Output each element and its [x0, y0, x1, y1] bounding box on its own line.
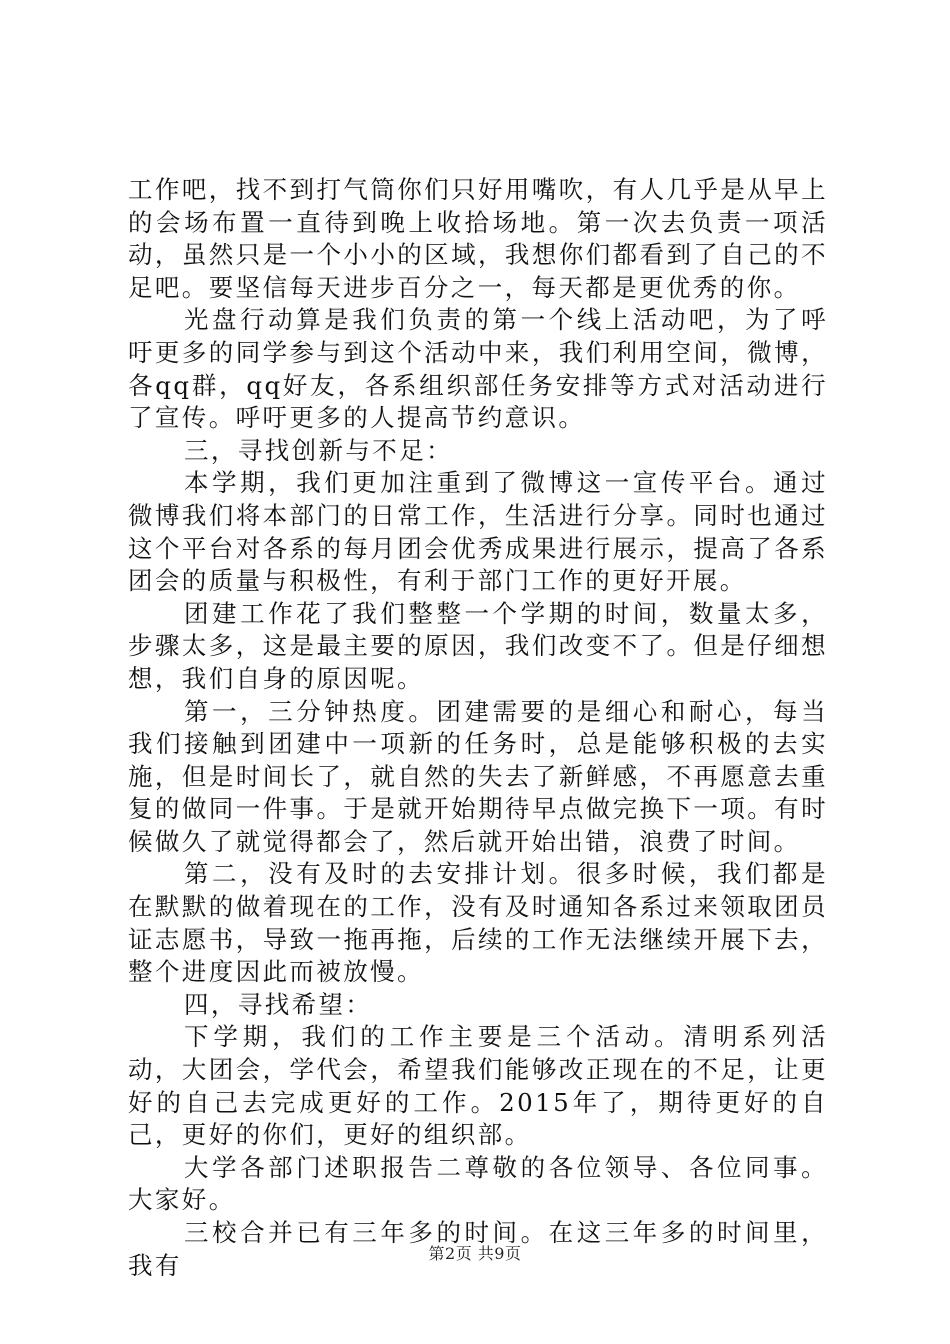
section-heading: 四，寻找希望： — [184, 989, 373, 1019]
paragraph: 本学期，我们更加注重到了微博这一宣传平台。通过微博我们将本部门的日常工作，生活进行分享。同时也通过这个平台对各系的每月团会优秀成果进行展示，提高了各系团会的质量与积极性，有利于部门工作的更好开展。 — [128, 468, 828, 596]
paragraph: 第一，三分钟热度。团建需要的是细心和耐心，每当我们接触到团建中一项新的任务时，总是能够积极的去实施，但是时间长了，就自然的失去了新鲜感，不再愿意去重复的做同一件事。于是就开始期待早点做完换下一项。有时候做久了就觉得都会了，然后就开始出错，浪费了时间。 — [128, 696, 828, 856]
page-number-footer: 第2页 共9页 — [428, 1244, 522, 1263]
paragraph: 团建工作花了我们整整一个学期的时间，数量太多，步骤太多，这是最主要的原因，我们改变不了。但是仔细想想，我们自身的原因呢。 — [128, 598, 828, 693]
paragraph: 第二，没有及时的去安排计划。很多时候，我们都是在默默的做着现在的工作，没有及时通知各系过来领取团员证志愿书，导致一拖再拖，后续的工作无法继续开展下去，整个进度因此而被放慢。 — [128, 859, 828, 987]
paragraph: 光盘行动算是我们负责的第一个线上活动吧，为了呼吁更多的同学参与到这个活动中来，我们利用空间，微博，各qq群，qq好友，各系组织部任务安排等方式对活动进行了宣传。呼吁更多的人提高节约意识。 — [128, 305, 828, 433]
section-heading: 三，寻找创新与不足： — [184, 435, 453, 465]
paragraph: 三校合并已有三年多的时间。在这三年多的时间里，我有 — [128, 1218, 828, 1280]
paragraph: 大学各部门述职报告二尊敬的各位领导、各位同事。大家好。 — [128, 1152, 828, 1215]
paragraph: 工作吧，找不到打气筒你们只好用嘴吹，有人几乎是从早上的会场布置一直待到晚上收拾场地。第一次去负责一项活动，虽然只是一个小小的区域，我想你们都看到了自己的不足吧。要坚信每天进步百分之一，每天都是更优秀的你。 — [128, 175, 828, 302]
document-body — [128, 174, 828, 1282]
paragraph: 下学期，我们的工作主要是三个活动。清明系列活动，大团会，学代会，希望我们能够改正现在的不足，让更好的自己去完成更好的工作。2015年了，期待更好的自己，更好的你们，更好的组织部。 — [128, 1022, 828, 1150]
